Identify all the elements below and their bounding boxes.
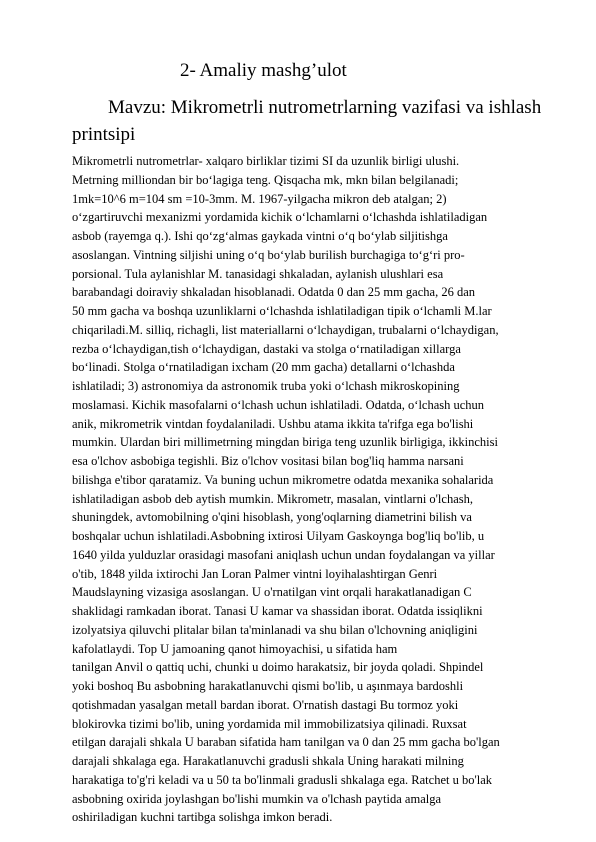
body-line: darajali shkalaga ega. Harakatlanuvchi gradusli shkala Uning harakati milning <box>72 754 464 768</box>
body-line: 1640 yilda yulduzlar orasidagi masofani aniqlash uchun undan foydalangan va yillar <box>72 547 495 562</box>
body-line: blokirovka tizimi bo'lib, uning yordamida mil immobilizatsiya qilinadi. Ruxsat <box>72 716 467 731</box>
body-line: asoslangan. Vintning siljishi uning o‘q bo‘ylab burilish burchagiga to‘g‘ri pro- <box>72 247 465 262</box>
body-line: asbob (rayemga q.). Ishi qo‘zg‘almas gaykada vintni o‘q bo‘ylab siljitishga <box>72 229 448 243</box>
page-title: 2- Amaliy mashg’ulot <box>180 60 347 81</box>
body-line: o'tib, 1848 yilda ixtirochi Jan Loran Palmer vintni loyihalashtirgan Genri <box>72 566 438 581</box>
body-line: etilgan darajali shkala U baraban sifatida ham tanilgan va 0 dan 25 mm gacha bo'lgan <box>72 735 500 750</box>
body-line: asbobning oxirida joylashgan bo'lishi mumkin va o'lchash paytida amalga <box>72 791 442 806</box>
body-line: Metrning milliondan bir bo‘lagiga teng. Qisqacha mk, mkn bilan belgilanadi; <box>72 172 459 187</box>
body-line: esa o'lchov asbobiga tegishli. Biz o'lchov vositasi bilan bog'liq hamma narsani <box>72 454 464 468</box>
body-line: ishlatiladi; 3) astronomiya da astronomik truba yoki o‘lchash mikroskopining <box>72 379 460 393</box>
body-line: kafolatlaydi. Top U jamoaning qanot himoyachisi, u sifatida ham <box>72 641 398 656</box>
body-line: chiqariladi.M. silliq, richagli, list materiallarni o‘lchaydigan, trubalarni o‘lchaydigan, <box>72 322 499 337</box>
body-line: shaklidagi ramkadan iborat. Tanasi U kamar va shassidan iborat. Odatda issiqlikni <box>72 604 483 618</box>
body-line: anik, mikrometrik vintdan foydalaniladi. Ushbu atama ikkita ta'rifga ega bo'lishi <box>72 416 474 431</box>
body-line: qotishmadan yasalgan metall bardan iborat. O'rnatish dastagi Bu tormoz yoki <box>72 697 459 712</box>
body-line: tanilgan Anvil o qattiq uchi, chunki u doimo harakatsiz, bir joyda qoladi. Shpindel <box>72 660 484 675</box>
body-line: moslamasi. Kichik masofalarni o‘lchash uchun ishlatiladi. Odatda, o‘lchash uchun <box>72 397 485 412</box>
body-line: barabandagi doiraviy shkaladan hisoblanadi. Odatda 0 dan 25 mm gacha, 26 dan <box>72 285 476 300</box>
body-line: mumkin. Ulardan biri millimetrning mingdan biriga teng uzunlik birligiga, ikkinchisi <box>72 435 498 450</box>
body-line: oshiriladigan kuchni tartibga solishga imkon beradi. <box>72 810 333 825</box>
body-line: Mikrometrli nutrometrlar- xalqaro birliklar tizimi SI da uzunlik birligi ulushi. <box>72 154 460 168</box>
body-line: 50 mm gacha va boshqa uzunliklarni o‘lchashda ishlatiladigan tipik o‘lchamli M.lar <box>72 304 492 318</box>
body-line: shuningdek, avtomobilning o'qini hisoblash, yong'oqlarning diametrini bilish va <box>72 510 472 525</box>
body-line: rezba o‘lchaydigan,tish o‘lchaydigan, dastaki va stolga o‘rnatiladigan xillarga <box>72 341 461 356</box>
topic-heading: Mavzu: Mikrometrli nutrometrlarning vazifasi va ishlash printsipi <box>72 97 542 145</box>
body-line: izolyatsiya qiluvchi plitalar bilan ta'minlanadi va shu bilan o'lchovning aniqligini <box>72 622 478 637</box>
body-line: o‘zgartiruvchi mexanizmi yordamida kichik o‘lchamlarni o‘lchashda ishlatiladigan <box>72 210 488 225</box>
body-line: bilishga e'tibor qaratamiz. Va buning uchun mikrometre odatda mexanika sohalarida <box>72 472 494 487</box>
body-line: boshqalar uchun ishlatiladi.Asbobning ixtirosi Uilyam Gaskoynga bog'liq bo'lib, u <box>72 529 485 543</box>
body-line: bo‘linadi. Stolga o‘rnatiladigan ixcham (20 mm gacha) detallarni o‘lchashda <box>72 360 455 375</box>
body-line: yoki boshoq Bu asbobning harakatlanuvchi qismi bo'lib, u aşınmaya bardoshli <box>72 679 464 693</box>
body-line: porsional. Tula aylanishlar M. tanasidagi shkaladan, aylanish ulushlari esa <box>72 266 444 281</box>
body-line: ishlatiladigan asbob deb aytish mumkin. Mikrometr, masalan, vintlarni o'lchash, <box>72 491 473 506</box>
body-line: 1mk=10^6 m=104 sm =10-3mm. M. 1967-yilgacha mikron deb atalgan; 2) <box>72 191 447 206</box>
body-line: Maudslayning vizasiga asoslangan. U o'rnatilgan vint orqali harakatlanadigan C <box>72 585 472 600</box>
body-line: harakatiga to'g'ri keladi va u 50 ta bo'linmali gradusli shkalaga ega. Ratchet u bo'lak <box>72 772 492 787</box>
body-paragraph <box>72 152 550 827</box>
